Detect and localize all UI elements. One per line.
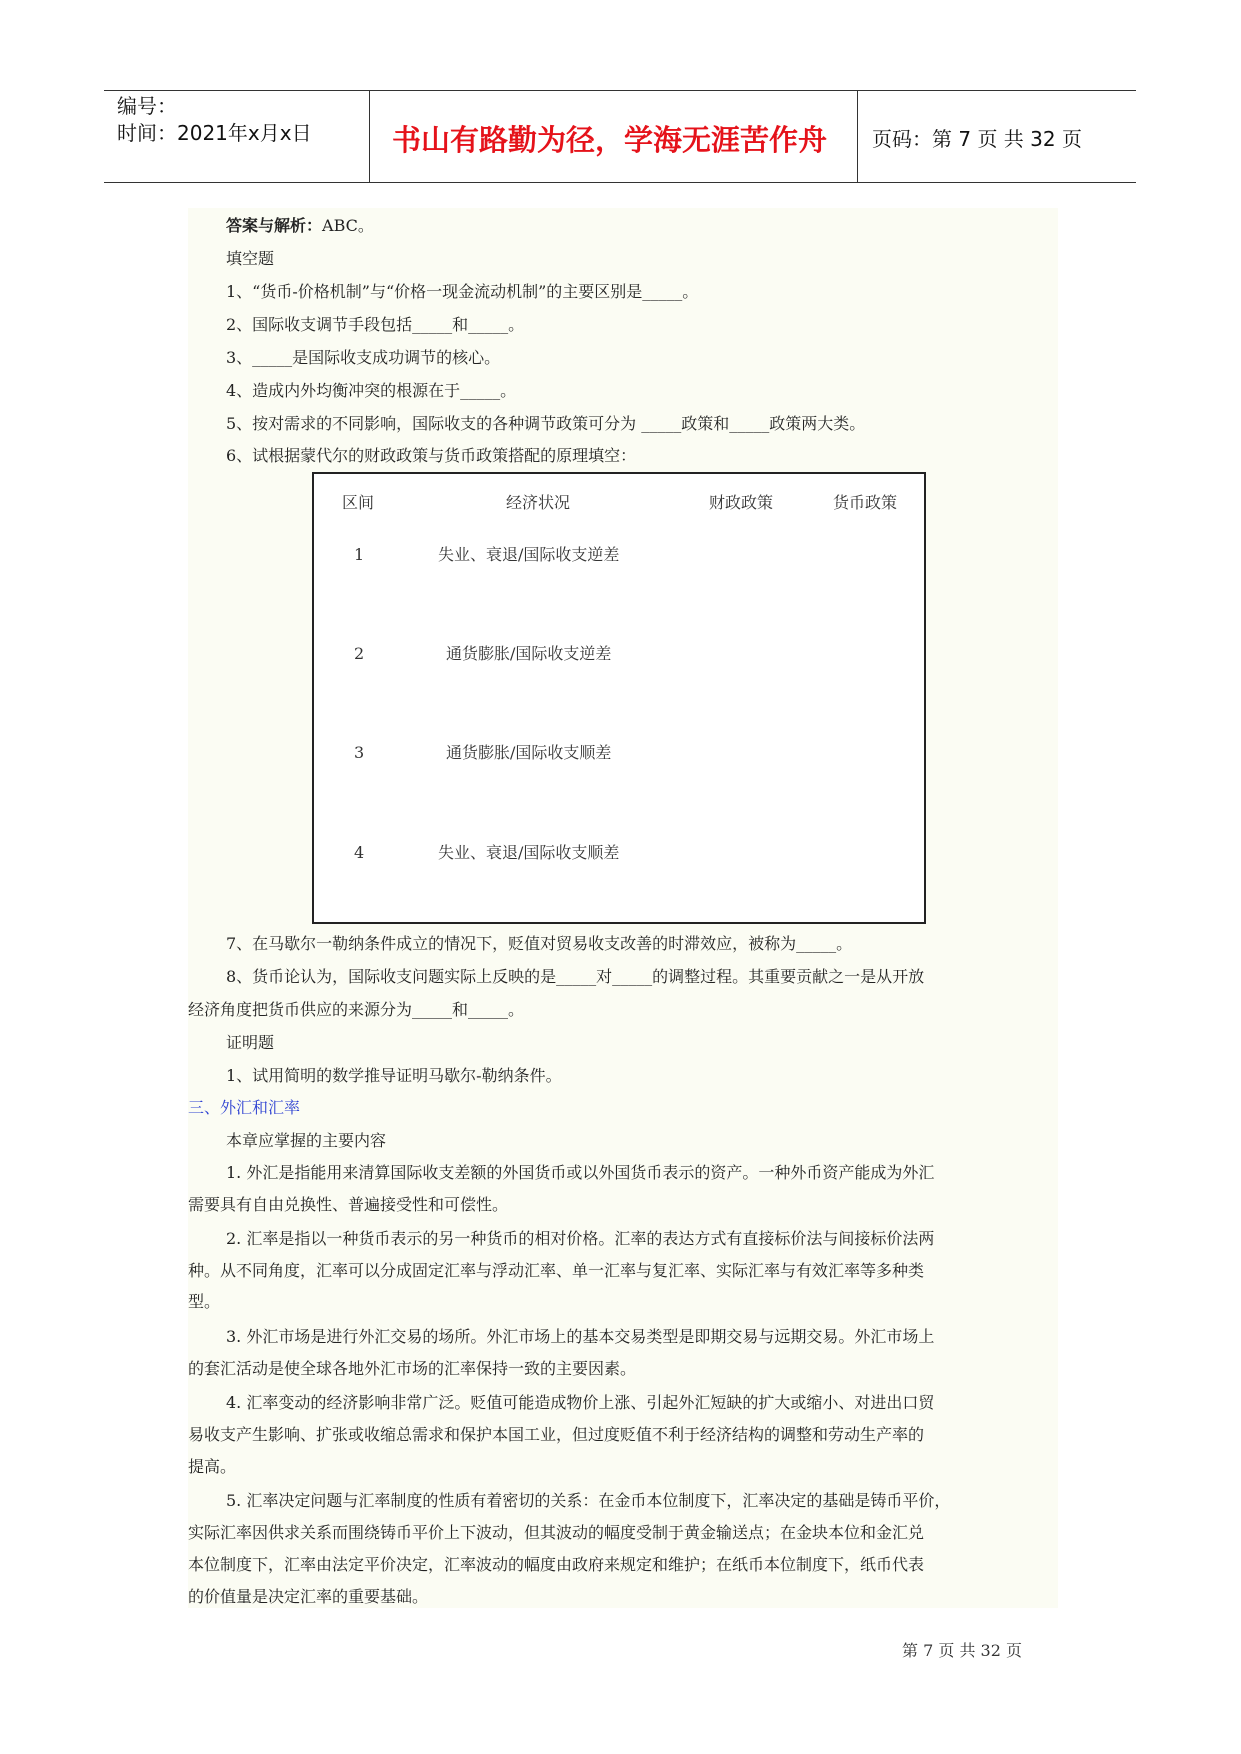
table-header-zone: 区间 <box>342 493 375 512</box>
header-motto: 书山有路勤为径，学海无涯苦作舟 <box>392 123 828 157</box>
header-top-rule <box>104 90 1136 91</box>
item-5-line-4: 的价值量是决定汇率的重要基础。 <box>188 1587 429 1606</box>
table-header-fiscal: 财政政策 <box>709 493 774 512</box>
mundell-policy-table <box>312 472 926 924</box>
fill-question-6: 6、试根据蒙代尔的财政政策与货币政策搭配的原理填空： <box>226 446 637 465</box>
header-bottom-rule <box>104 182 1136 183</box>
answer-label: 答案与解析： <box>226 216 323 235</box>
header-divider-left <box>369 90 370 182</box>
table-row-4-condition: 失业、衰退/国际收支顺差 <box>438 843 620 862</box>
item-1-line-1: 1. 外汇是指能用来清算国际收支差额的外国货币或以外国货币表示的资产。一种外币资产能成为外汇 <box>226 1163 935 1182</box>
fill-question-8-line2: 经济角度把货币供应的来源分为_____和_____。 <box>188 1000 525 1019</box>
item-5-line-2: 实际汇率因供求关系而围绕铸币平价上下波动，但其波动的幅度受制于黄金输送点；在金块本位和金汇兑 <box>188 1523 925 1542</box>
header-time-label: 时间：2021年x月x日 <box>117 121 312 145</box>
proof-question-1: 1、试用简明的数学推导证明马歇尔-勒纳条件。 <box>226 1066 562 1085</box>
item-1-line-2: 需要具有自由兑换性、普遍接受性和可偿性。 <box>188 1195 509 1214</box>
fill-question-4: 4、造成内外均衡冲突的根源在于_____。 <box>226 381 517 400</box>
main-content-title: 本章应掌握的主要内容 <box>226 1131 387 1150</box>
table-row-2-condition: 通货膨胀/国际收支逆差 <box>446 644 612 663</box>
item-5-line-1: 5. 汇率决定问题与汇率制度的性质有着密切的关系：在金币本位制度下，汇率决定的基础是铸币平价， <box>226 1491 951 1510</box>
section-heading-forex[interactable]: 三、外汇和汇率 <box>188 1098 301 1117</box>
table-row-3-zone: 3 <box>354 743 365 762</box>
fill-question-3: 3、_____是国际收支成功调节的核心。 <box>226 348 501 367</box>
answer-value: ABC。 <box>322 216 374 235</box>
table-row-1-condition: 失业、衰退/国际收支逆差 <box>438 545 620 564</box>
item-2-line-1: 2. 汇率是指以一种货币表示的另一种货币的相对价格。汇率的表达方式有直接标价法与间接标价法两 <box>226 1229 935 1248</box>
item-2-line-2: 种。从不同角度，汇率可以分成固定汇率与浮动汇率、单一汇率与复汇率、实际汇率与有效汇率等多种类 <box>188 1261 925 1280</box>
table-row-1-zone: 1 <box>354 545 365 564</box>
fill-question-1: 1、“货币-价格机制”与“价格一现金流动机制”的主要区别是_____。 <box>226 282 699 301</box>
fill-question-2: 2、国际收支调节手段包括_____和_____。 <box>226 315 525 334</box>
table-row-2-zone: 2 <box>354 644 365 663</box>
page-footer: 第 7 页 共 32 页 <box>902 1641 1022 1660</box>
item-5-line-3: 本位制度下，汇率由法定平价决定，汇率波动的幅度由政府来规定和维护；在纸币本位制度下，纸币代表 <box>188 1555 925 1574</box>
item-3-line-1: 3. 外汇市场是进行外汇交易的场所。外汇市场上的基本交易类型是即期交易与远期交易。外汇市场上 <box>226 1327 935 1346</box>
item-4-line-2: 易收支产生影响、扩张或收缩总需求和保护本国工业，但过度贬值不利于经济结构的调整和劳动生产率的 <box>188 1425 925 1444</box>
item-2-line-3: 型。 <box>188 1292 221 1311</box>
fill-question-8-line1: 8、货币论认为，国际收支问题实际上反映的是_____对_____的调整过程。其重要贡献之一是从开放 <box>226 967 925 986</box>
proof-title: 证明题 <box>226 1033 275 1052</box>
header-page-label: 页码：第 7 页 共 32 页 <box>872 127 1082 151</box>
fill-question-7: 7、在马歇尔一勒纳条件成立的情况下，贬值对贸易收支改善的时滞效应，被称为_____。 <box>226 934 853 953</box>
item-3-line-2: 的套汇活动是使全球各地外汇市场的汇率保持一致的主要因素。 <box>188 1359 637 1378</box>
fill-title: 填空题 <box>226 249 275 268</box>
table-header-monetary: 货币政策 <box>833 493 898 512</box>
answer-line <box>226 214 374 238</box>
item-4-line-3: 提高。 <box>188 1457 237 1476</box>
header-divider-right <box>857 90 858 182</box>
table-header-condition: 经济状况 <box>506 493 571 512</box>
item-4-line-1: 4. 汇率变动的经济影响非常广泛。贬值可能造成物价上涨、引起外汇短缺的扩大或缩小、对进出口贸 <box>226 1393 935 1412</box>
header-number-label: 编号： <box>117 94 177 118</box>
table-row-4-zone: 4 <box>354 843 365 862</box>
table-row-3-condition: 通货膨胀/国际收支顺差 <box>446 743 612 762</box>
fill-question-5: 5、按对需求的不同影响，国际收支的各种调节政策可分为 _____政策和_____政策两大类。 <box>226 414 866 433</box>
